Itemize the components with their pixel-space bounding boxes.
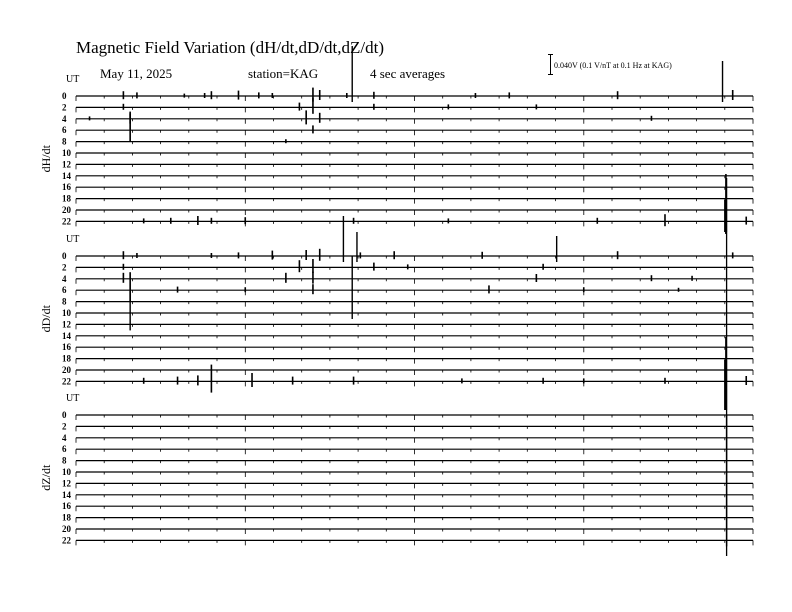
row-hour-label: 6 (62, 285, 67, 296)
row-hour-label: 16 (62, 342, 71, 353)
averaging-label: 4 sec averages (370, 66, 446, 81)
time-ticks (76, 347, 753, 352)
time-ticks (76, 529, 753, 534)
time-ticks (76, 495, 753, 500)
row-hour-label: 4 (62, 432, 67, 443)
time-ticks (76, 483, 753, 488)
row-hour-label: 14 (62, 489, 71, 500)
time-ticks (76, 370, 753, 375)
row-hour-label: 22 (62, 376, 71, 387)
date-label: May 11, 2025 (100, 66, 173, 81)
panel-axis-label: dH/dt (39, 145, 53, 173)
panel-axis-label: dZ/dt (39, 464, 53, 491)
row-hour-label: 0 (62, 91, 67, 101)
row-hour-label: 16 (62, 182, 71, 193)
row-hour-label: 0 (62, 251, 67, 261)
time-ticks (76, 256, 753, 261)
time-ticks (76, 142, 753, 147)
row-hour-label: 20 (62, 205, 71, 215)
row-hour-label: 10 (62, 308, 71, 318)
chart-title: Magnetic Field Variation (dH/dt,dD/dt,dZ/dt) (76, 38, 385, 57)
ut-header: UT (66, 234, 80, 245)
ut-header: UT (66, 74, 80, 85)
row-hour-label: 4 (62, 113, 67, 124)
time-ticks (76, 210, 753, 215)
row-hour-label: 12 (62, 159, 71, 170)
time-ticks (76, 107, 753, 112)
time-ticks (76, 359, 753, 364)
scale-label: 0.040V (0.1 V/nT at 0.1 Hz at KAG) (554, 61, 672, 70)
row-hour-label: 20 (62, 524, 71, 534)
row-hour-label: 18 (62, 193, 71, 204)
time-ticks (76, 130, 753, 135)
row-hour-label: 10 (62, 467, 71, 477)
row-hour-label: 8 (62, 455, 67, 466)
time-ticks (76, 461, 753, 466)
time-ticks (76, 324, 753, 329)
time-ticks (76, 176, 753, 181)
row-hour-label: 8 (62, 296, 67, 307)
row-hour-label: 20 (62, 365, 71, 375)
time-ticks (76, 540, 753, 545)
time-ticks (76, 164, 753, 169)
time-ticks (76, 438, 753, 443)
row-hour-label: 0 (62, 410, 67, 420)
time-ticks (76, 506, 753, 511)
row-hour-label: 6 (62, 444, 67, 455)
station-label: station=KAG (248, 66, 319, 81)
time-ticks (76, 302, 753, 307)
row-hour-label: 18 (62, 512, 71, 523)
row-hour-label: 14 (62, 170, 71, 181)
row-hour-label: 4 (62, 273, 67, 284)
ut-header: UT (66, 393, 80, 404)
row-hour-label: 12 (62, 478, 71, 489)
time-ticks (76, 96, 753, 101)
row-hour-label: 2 (62, 262, 67, 273)
row-hour-label: 14 (62, 330, 71, 341)
time-ticks (76, 472, 753, 477)
row-hour-label: 2 (62, 421, 67, 432)
time-ticks (76, 187, 753, 192)
time-ticks (76, 415, 753, 420)
panel-axis-label: dD/dt (39, 305, 53, 333)
row-hour-label: 8 (62, 136, 67, 147)
time-ticks (76, 336, 753, 341)
scale-bar (548, 54, 553, 75)
row-hour-label: 6 (62, 125, 67, 136)
time-ticks (76, 199, 753, 204)
time-ticks (76, 267, 753, 272)
row-hour-label: 2 (62, 102, 67, 113)
time-ticks (76, 518, 753, 523)
row-hour-label: 22 (62, 216, 71, 227)
time-ticks (76, 426, 753, 431)
row-hour-label: 22 (62, 535, 71, 546)
time-ticks (76, 153, 753, 158)
row-hour-label: 10 (62, 148, 71, 158)
row-hour-label: 12 (62, 319, 71, 330)
time-ticks (76, 221, 753, 226)
row-hour-label: 16 (62, 501, 71, 512)
time-ticks (76, 449, 753, 454)
row-hour-label: 18 (62, 353, 71, 364)
time-ticks (76, 313, 753, 318)
